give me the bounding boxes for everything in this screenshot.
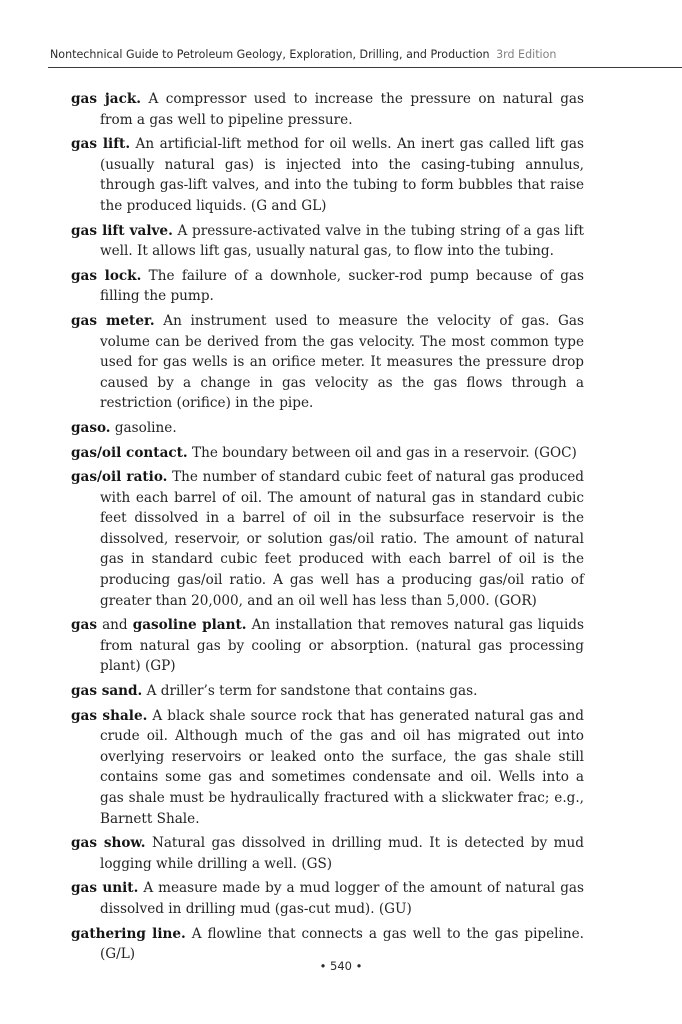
- entry-definition: A black shale source rock that has generated natural gas and crude oil. Although much of the gas and oil has migrated out into overlying reservoirs or leaked onto the surface, the gas shale still contains some gas and sometimes condensate and oil. Wells into a gas shale must be hydraulically fractured with a slickwater frac; e.g., Barnett Shale.: [100, 707, 584, 827]
- entry-definition: An installation that removes natural gas liquids from natural gas by cooling or absorption. (natural gas processing plant) (GP): [100, 617, 584, 675]
- entry-term: gas: [71, 617, 97, 634]
- header-rule: [48, 67, 682, 68]
- entry-definition: The number of standard cubic feet of natural gas produced with each barrel of oil. The amount of natural gas in standard cubic feet dissolved in a barrel of oil in the subsurface reservoir is the dissolved, reservoir, or solution gas/oil ratio. The amount of natural gas in standard cubic feet produced with each barrel of oil is the producing gas/oil ratio. A gas well has a producing gas/oil ratio of greater than 20,000, and an oil well has less than 5,000. (GOR): [100, 469, 584, 609]
- entry-definition: The boundary between oil and gas in a reservoir. (GOC): [192, 444, 577, 461]
- glossary-entry: [71, 134, 584, 216]
- entry-term: gas jack.: [71, 91, 141, 107]
- glossary-entry: [71, 89, 584, 130]
- entry-term: gas/oil ratio.: [71, 469, 168, 486]
- entry-term: gas lift.: [71, 136, 131, 153]
- glossary-entry: [71, 878, 584, 919]
- entry-term: gas lock.: [71, 267, 142, 284]
- entry-definition: Natural gas dissolved in drilling mud. It is detected by mud logging while drilling a well. (GS): [100, 835, 584, 872]
- entry-term: gaso.: [71, 419, 111, 436]
- glossary-entry: [71, 833, 584, 874]
- entry-term-secondary: gasoline plant.: [132, 617, 247, 634]
- glossary-entry: [71, 221, 584, 262]
- entry-definition: A flowline that connects a gas well to the gas pipeline. (G/L): [100, 925, 584, 963]
- entry-term: gathering line.: [71, 925, 186, 942]
- glossary-entry: [71, 443, 584, 464]
- entry-definition: A pressure-activated valve in the tubing string of a gas lift well. It allows lift gas, usually natural gas, to flow into the tubing.: [100, 222, 584, 260]
- edition-label: 3rd Edition: [496, 48, 557, 61]
- entry-definition: A measure made by a mud logger of the amount of natural gas dissolved in drilling mud (gas-cut mud). (GU): [100, 880, 584, 917]
- glossary-entry: [71, 706, 584, 830]
- glossary-entry: [71, 266, 584, 307]
- entry-definition: A driller’s term for sandstone that contains gas.: [146, 683, 478, 700]
- entry-definition: A compressor used to increase the pressure on natural gas from a gas well to pipeline pressure.: [100, 91, 584, 128]
- glossary-entry: [71, 418, 584, 439]
- entry-term: gas shale.: [71, 707, 148, 724]
- entry-connector: and: [102, 617, 128, 634]
- glossary-entry: [71, 681, 584, 702]
- glossary-entry: [71, 311, 584, 414]
- glossary-entry: [71, 467, 584, 611]
- entry-term: gas/oil contact.: [71, 444, 188, 461]
- entry-definition: gasoline.: [114, 419, 177, 436]
- book-title: Nontechnical Guide to Petroleum Geology, Exploration, Drilling, and Production: [50, 48, 490, 61]
- entry-term: gas unit.: [71, 880, 139, 897]
- entry-definition: The failure of a downhole, sucker-rod pump because of gas filling the pump.: [100, 267, 584, 305]
- glossary-body: [71, 89, 584, 969]
- entry-term: gas lift valve.: [71, 222, 173, 239]
- page-number: • 540 •: [319, 959, 363, 973]
- entry-definition: An artificial-lift method for oil wells. An inert gas called lift gas (usually natural gas) is injected into the casing-tubing annulus, through gas-lift valves, and into the tubing to form bubbles that raise the produced liquids. (G and GL): [100, 136, 584, 214]
- running-head: [50, 48, 682, 61]
- entry-term: gas show.: [71, 835, 146, 852]
- entry-term: gas sand.: [71, 683, 143, 700]
- glossary-entry: [71, 615, 584, 677]
- entry-definition: An instrument used to measure the velocity of gas. Gas volume can be derived from the gas velocity. The most common type used for gas wells is an orifice meter. It measures the pressure drop caused by a change in gas velocity as the gas flows through a restriction (orifice) in the pipe.: [100, 312, 584, 412]
- entry-term: gas meter.: [71, 312, 155, 329]
